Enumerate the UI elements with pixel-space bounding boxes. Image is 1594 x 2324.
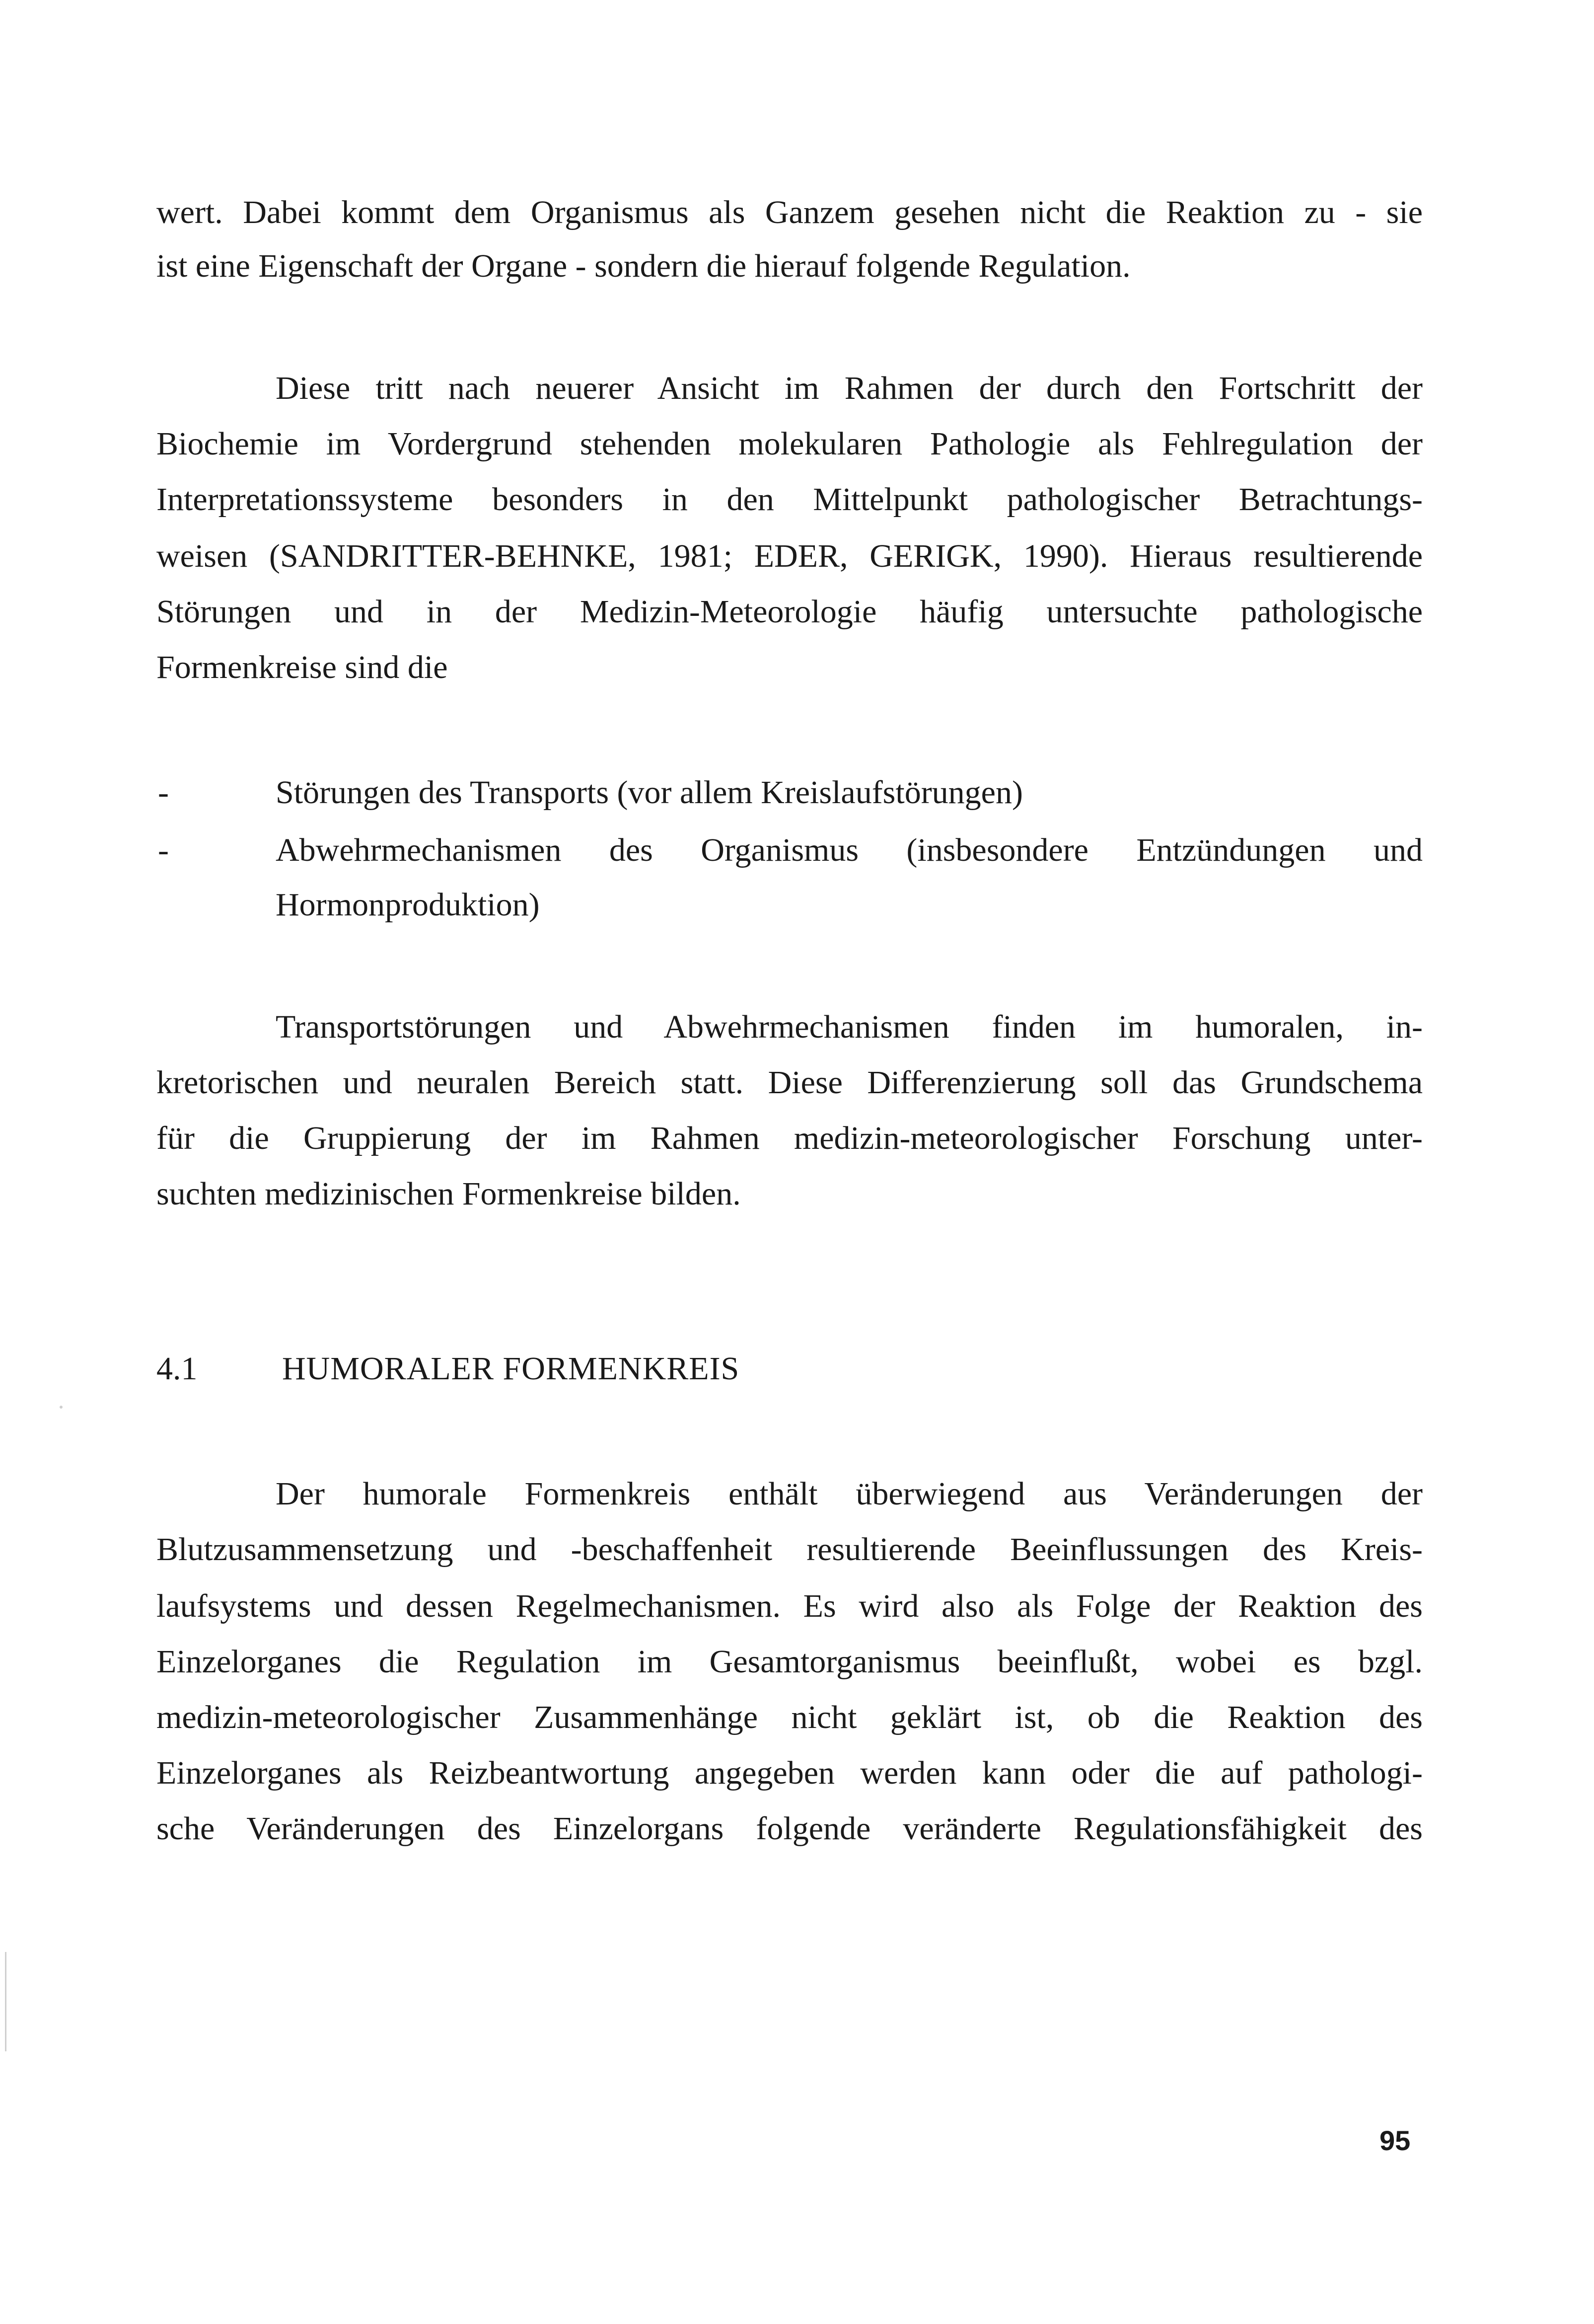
list-item-1-text: Störungen des Transports (vor allem Kreislaufstörungen) (276, 774, 1023, 811)
scan-edge-mark (5, 1952, 6, 2051)
paragraph-2-line-3: Interpretationssysteme besonders in den Mittelpunkt pathologischer Betrachtungs- (156, 481, 1423, 518)
paragraph-3-line-3: für die Gruppierung der im Rahmen medizin-meteorologischer Forschung unter- (156, 1120, 1423, 1156)
paragraph-2-line-2: Biochemie im Vordergrund stehenden molekularen Pathologie als Fehlregulation der (156, 426, 1423, 462)
scan-dot-mark (60, 1406, 63, 1409)
paragraph-4-line-5: medizin-meteorologischer Zusammenhänge nicht geklärt ist, ob die Reaktion des (156, 1699, 1423, 1735)
list-item-2-marker: - (158, 832, 169, 868)
list-item-1-marker: - (158, 774, 169, 811)
paragraph-4-line-6: Einzelorganes als Reizbeantwortung angegeben werden kann oder die auf pathologi- (156, 1755, 1423, 1791)
paragraph-3-line-1: Transportstörungen und Abwehrmechanismen finden im humoralen, in- (276, 1009, 1423, 1045)
paragraph-2-line-1: Diese tritt nach neuerer Ansicht im Rahmen der durch den Fortschritt der (276, 370, 1423, 406)
paragraph-4-line-3: laufsystems und dessen Regelmechanismen. Es wird also als Folge der Reaktion des (156, 1588, 1423, 1624)
paragraph-4-line-2: Blutzusammensetzung und -beschaffenheit resultierende Beeinflussungen des Kreis- (156, 1531, 1423, 1568)
list-item-2-text-line-1: Abwehrmechanismen des Organismus (insbesondere Entzündungen und (276, 832, 1423, 868)
paragraph-1-line-1: wert. Dabei kommt dem Organismus als Ganzem gesehen nicht die Reaktion zu - sie (156, 194, 1423, 230)
paragraph-2-line-4: weisen (SANDRITTER-BEHNKE, 1981; EDER, GERIGK, 1990). Hieraus resultierende (156, 538, 1423, 574)
paragraph-2-line-6: Formenkreise sind die (156, 649, 448, 685)
list-item-2-text-line-2: Hormonproduktion) (276, 887, 540, 923)
section-number: 4.1 (156, 1350, 198, 1387)
paragraph-4-line-4: Einzelorganes die Regulation im Gesamtorganismus beeinflußt, wobei es bzgl. (156, 1644, 1423, 1680)
section-title: HUMORALER FORMENKREIS (282, 1350, 740, 1387)
paragraph-3-line-2: kretorischen und neuralen Bereich statt. Diese Differenzierung soll das Grundschema (156, 1064, 1423, 1101)
paragraph-2-line-5: Störungen und in der Medizin-Meteorologie häufig untersuchte pathologische (156, 594, 1423, 630)
paragraph-3-line-4: suchten medizinischen Formenkreise bilden. (156, 1176, 741, 1212)
page-number: 95 (1379, 2125, 1411, 2156)
paragraph-4-line-7: sche Veränderungen des Einzelorgans folgende veränderte Regulationsfähigkeit des (156, 1810, 1423, 1847)
paragraph-4-line-1: Der humorale Formenkreis enthält überwiegend aus Veränderungen der (276, 1476, 1423, 1512)
paragraph-1-line-2: ist eine Eigenschaft der Organe - sondern die hierauf folgende Regulation. (156, 248, 1131, 284)
